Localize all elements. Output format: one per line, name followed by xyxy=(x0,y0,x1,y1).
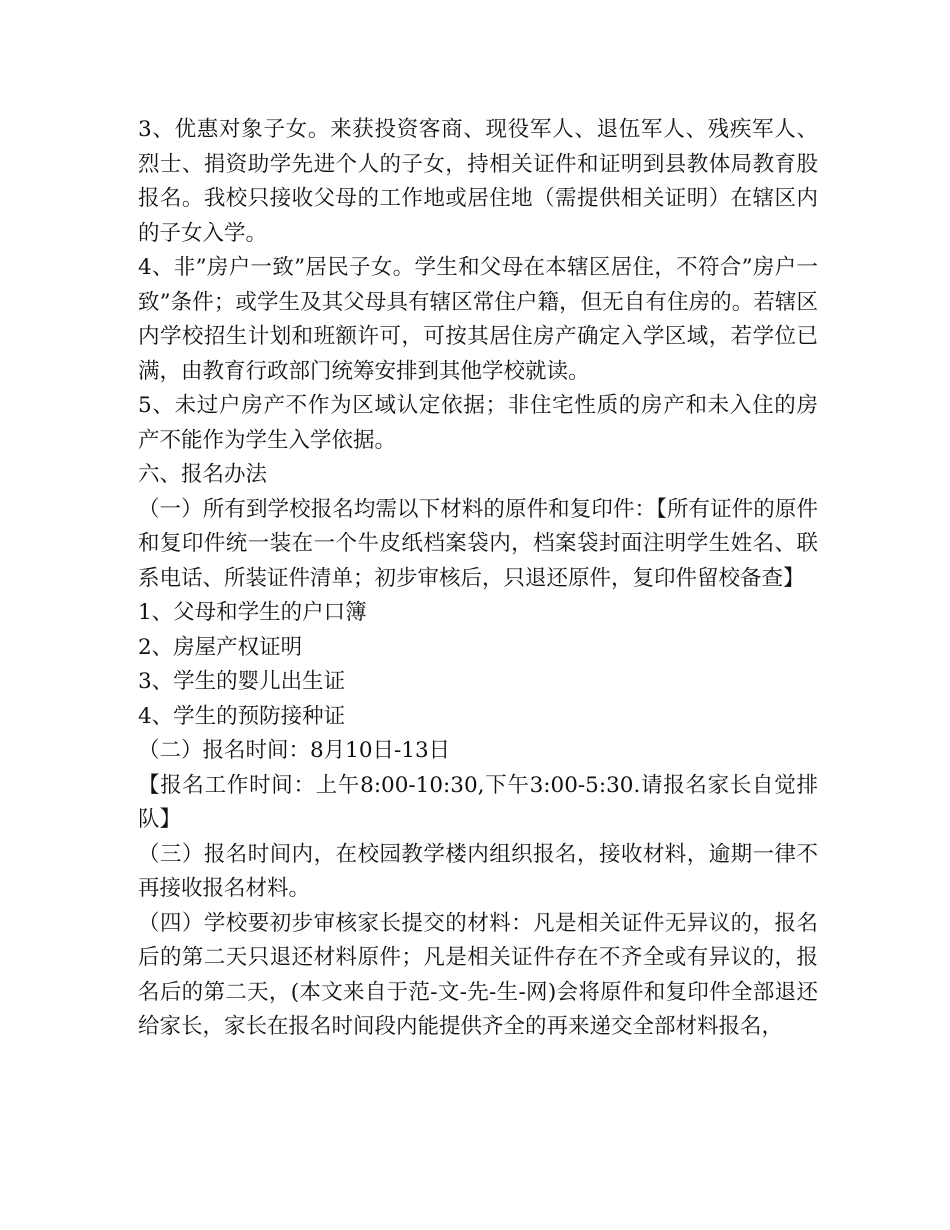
paragraph-registration-location: （三）报名时间内，在校园教学楼内组织报名，接收材料，逾期一律不再接收报名材料。 xyxy=(138,841,818,901)
paragraph-non-matching-residents: 4、非”房户一致”居民子女。学生和父母在本辖区居住，不符合”房户一致”条件；或学生及其父母具有辖区常住户籍，但无自有住房的。若辖区内学校招生计划和班额许可，可按其居住房产确定入学区域，若学位已满，由教育行政部门统筹安排到其他学校就读。 xyxy=(138,255,818,384)
document-body xyxy=(138,113,818,1045)
paragraph-required-materials: （一）所有到学校报名均需以下材料的原件和复印件：【所有证件的原件和复印件统一装在一个牛皮纸档案袋内，档案袋封面注明学生姓名、联系电话、所装证件清单；初步审核后，只退还原件，复印件留校备查】 xyxy=(138,496,818,591)
list-item-birth-certificate: 3、学生的婴儿出生证 xyxy=(138,669,346,694)
paragraph-material-review: （四）学校要初步审核家长提交的材料：凡是相关证件无异议的，报名后的第二天只退还材料原件；凡是相关证件存在不齐全或有异议的，报名后的第二天，(本文来自于范-文-先-生-网)会将原件和复印件全部退还给家长，家长在报名时间段内能提供齐全的再来递交全部材料报名， xyxy=(138,910,818,1039)
list-item-vaccination-certificate: 4、学生的预防接种证 xyxy=(138,703,346,729)
paragraph-preferential-children: 3、优惠对象子女。来获投资客商、现役军人、退伍军人、残疾军人、烈士、捐资助学先进个人的子女，持相关证件和证明到县教体局教育股报名。我校只接收父母的工作地或居住地（需提供相关证明）在辖区内的子女入学。 xyxy=(138,117,818,246)
paragraph-registration-dates: （二）报名时间：8月10日-13日 xyxy=(138,738,451,763)
paragraph-registration-hours: 【报名工作时间：上午8:00-10:30,下午3:00-5:30.请报名家长自觉排队】 xyxy=(138,772,818,832)
section-heading-registration-method: 六、报名办法 xyxy=(138,462,268,487)
list-item-household-register: 1、父母和学生的户口簿 xyxy=(138,600,367,625)
list-item-property-certificate: 2、房屋产权证明 xyxy=(138,634,303,660)
paragraph-untransferred-property: 5、未过户房产不作为区域认定依据；非住宅性质的房产和未入住的房产不能作为学生入学依据。 xyxy=(138,393,818,453)
